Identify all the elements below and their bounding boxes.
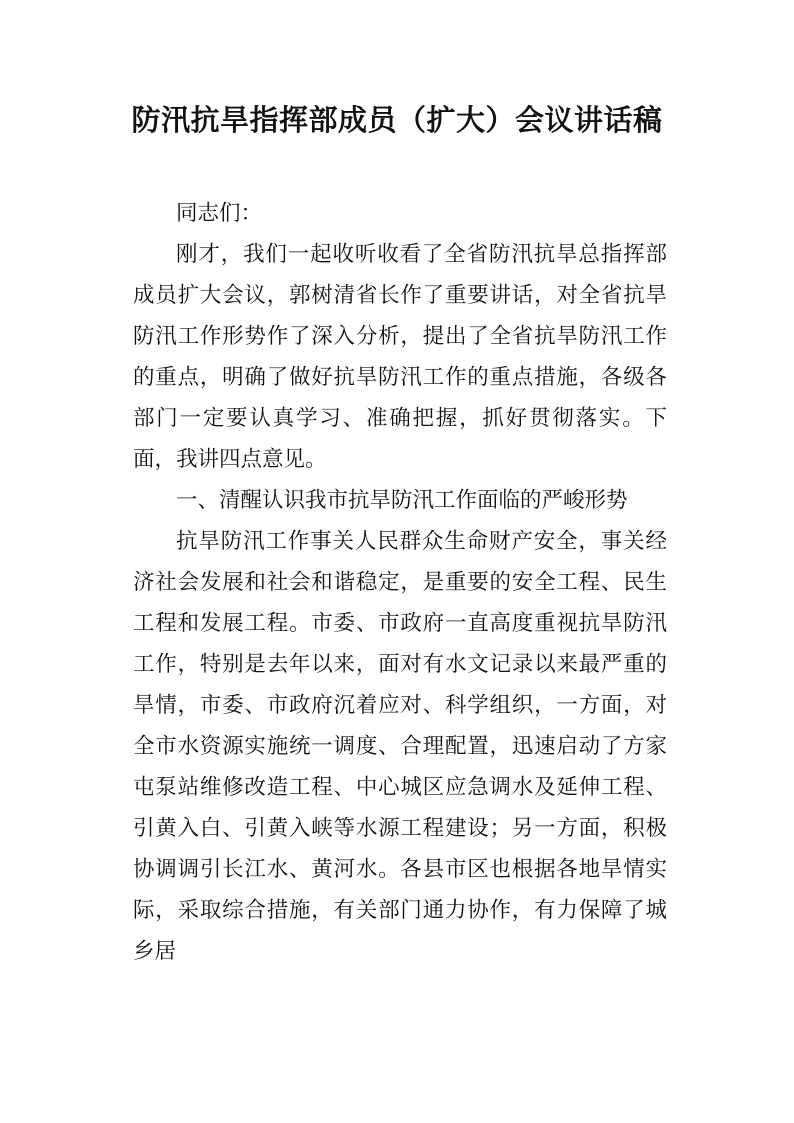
section-paragraph: 抗旱防汛工作事关人民群众生命财产安全，事关经济社会发展和社会和谐稳定，是重要的安全工程、民生工程和发展工程。市委、市政府一直高度重视抗旱防汛工作，特别是去年以来，面对有水文记录以来最严重的旱情，市委、市政府沉着应对、科学组织，一方面，对全市水资源实施统一调度、合理配置，迅速启动了方家屯泵站维修改造工程、中心城区应急调水及延伸工程、引黄入白、引黄入峡等水源工程建设；另一方面，积极协调调引长江水、黄河水。各县市区也根据各地旱情实际，采取综合措施，有关部门通力协作，有力保障了城乡居: [133, 529, 667, 964]
document-body: [133, 193, 667, 972]
greeting: 同志们：: [176, 201, 263, 226]
intro-paragraph: 刚才，我们一起收听收看了全省防汛抗旱总指挥部成员扩大会议，郭树清省长作了重要讲话，对全省抗旱防汛工作形势作了深入分析，提出了全省抗旱防汛工作的重点，明确了做好抗旱防汛工作的重点措施，各级各部门一定要认真学习、准确把握，抓好贯彻落实。下面，我讲四点意见。: [133, 242, 667, 472]
page-title: 防汛抗旱指挥部成员（扩大）会议讲话稿: [131, 103, 663, 137]
section-heading: 一、清醒认识我市抗旱防汛工作面临的严峻形势: [176, 488, 628, 513]
